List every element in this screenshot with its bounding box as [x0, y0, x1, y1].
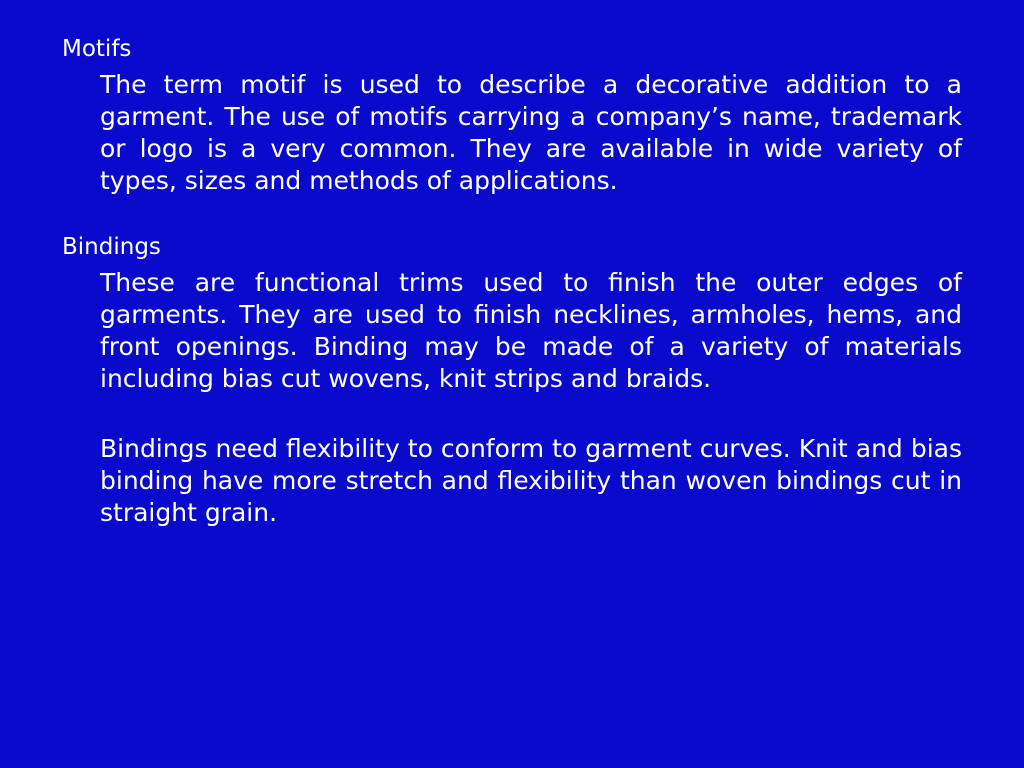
section-heading-motifs: Motifs — [62, 36, 132, 62]
paragraph-spacer — [62, 395, 962, 433]
section-heading-bindings: Bindings — [62, 234, 161, 260]
paragraph-bindings-1: These are functional trims used to finish the outer edges of garments. They are used to finish necklines, armholes, hems, and front openings. Binding may be made of a variety of materials including bias cut wovens, knit strips and braids. — [100, 268, 962, 393]
paragraph-motifs: The term motif is used to describe a decorative addition to a garment. The use of motifs carrying a company’s name, trademark or logo is a very common. They are available in wide variety of types, sizes and methods of applications. — [100, 70, 962, 195]
paragraph-bindings-2: Bindings need flexibility to conform to garment curves. Knit and bias binding have more stretch and flexibility than woven bindings cut in straight grain. — [100, 434, 962, 527]
section-spacer — [62, 197, 962, 231]
